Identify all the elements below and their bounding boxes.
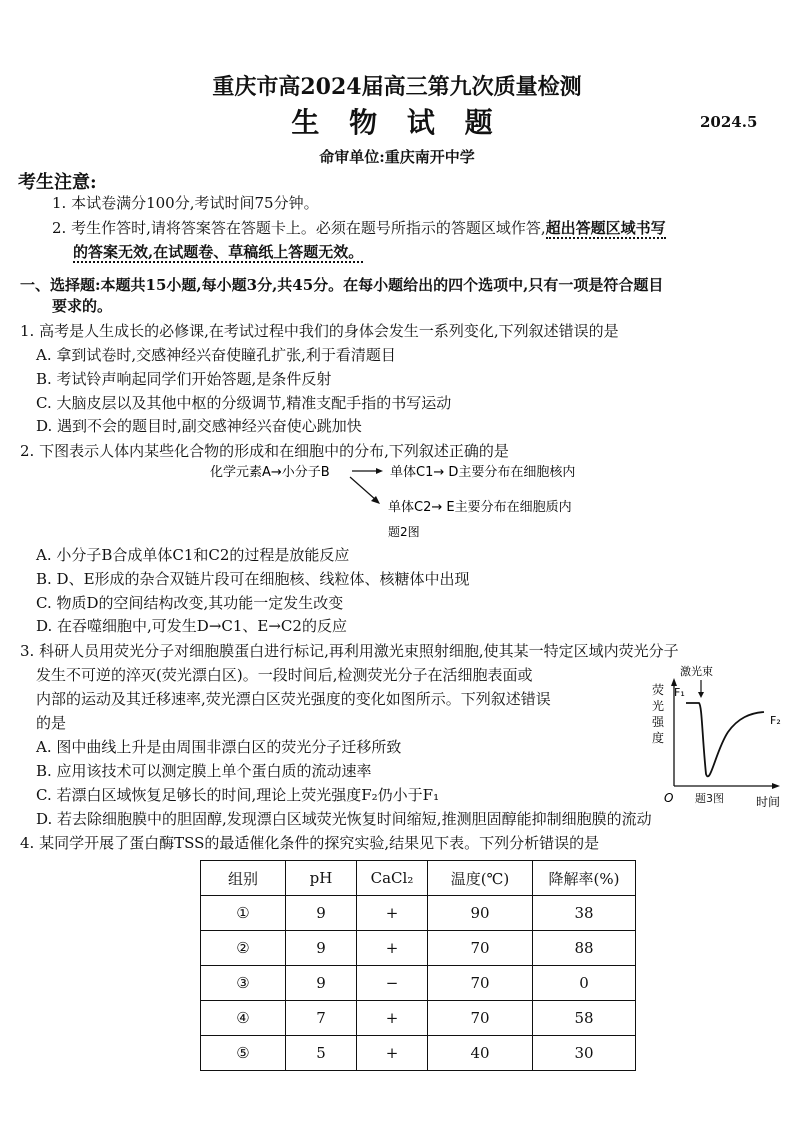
table-cell: 38 [533, 896, 636, 931]
q2-arrowhead-top [376, 468, 383, 474]
table-cell: + [357, 896, 428, 931]
q1-option-d: D. 遇到不会的题目时,副交感神经兴奋使心跳加快 [36, 417, 362, 435]
subject-title: 生 物 试 题 [291, 106, 503, 139]
section1-line2: 要求的。 [52, 297, 113, 315]
q2-option-b: B. D、E形成的杂合双链片段可在细胞核、线粒体、核糖体中出现 [36, 570, 470, 588]
q3-f2-label: F₂ [770, 714, 781, 727]
notice-item-2-text: 2. 考生作答时,请将答案答在答题卡上。必须在题号所指示的答题区域作答, [52, 219, 546, 237]
table-cell: 7 [286, 1001, 357, 1036]
notice-item-2 [52, 218, 666, 238]
table-row [201, 1001, 636, 1036]
q4-header-rate: 降解率(%) [533, 861, 636, 896]
q3-curve [686, 703, 764, 776]
q3-x-arrowhead [772, 783, 780, 789]
table-cell: 40 [428, 1036, 533, 1071]
table-cell: ③ [201, 966, 286, 1001]
q4-stem: 4. 某同学开展了蛋白酶TSS的最适催化条件的探究实验,结果见下表。下列分析错误的是 [20, 834, 600, 852]
notice-item-2-cont [73, 242, 363, 262]
table-cell: 9 [286, 966, 357, 1001]
q2-option-c: C. 物质D的空间结构改变,其功能一定发生改变 [36, 594, 344, 612]
q3-option-a: A. 图中曲线上升是由周围非漂白区的荧光分子迁移所致 [36, 738, 402, 756]
table-cell: + [357, 1001, 428, 1036]
notice-emphasis: 超出答题区域书写 [545, 219, 666, 237]
q3-ylabel-3: 强 [652, 715, 665, 729]
notice-item-1: 1. 本试卷满分100分,考试时间75分钟。 [52, 194, 319, 212]
q2-stem: 2. 下图表示人体内某些化合物的形成和在细胞中的分布,下列叙述正确的是 [20, 442, 509, 460]
q3-option-d: D. 若去除细胞膜中的胆固醇,发现漂白区域荧光恢复时间缩短,推测胆固醇能抑制细胞膜的流动 [36, 810, 652, 828]
q2-diagram-top: 单体C1→ D主要分布在细胞核内 [390, 465, 576, 480]
q3-stem-3: 内部的运动及其迁移速率,荧光漂白区荧光强度的变化如图所示。下列叙述错误 [36, 690, 551, 708]
table-cell: ⑤ [201, 1036, 286, 1071]
table-cell: − [357, 966, 428, 1001]
q3-stem-2: 发生不可逆的淬灭(荧光漂白区)。一段时间后,检测荧光分子在活细胞表面或 [36, 666, 533, 684]
table-cell: 0 [533, 966, 636, 1001]
q3-xlabel: 时间 [756, 795, 781, 809]
q2-caption: 题2图 [388, 525, 420, 539]
q4-table [200, 860, 636, 1071]
table-cell: 9 [286, 931, 357, 966]
q3-option-c: C. 若漂白区域恢复足够长的时间,理论上荧光强度F₂仍小于F₁ [36, 786, 440, 804]
table-cell: 90 [428, 896, 533, 931]
q2-option-a: A. 小分子B合成单体C1和C2的过程是放能反应 [36, 546, 350, 564]
q3-laser-label: 激光束 [680, 665, 713, 678]
table-cell: 58 [533, 1001, 636, 1036]
q4-header-temp: 温度(℃) [428, 861, 533, 896]
q3-ylabel-2: 光 [652, 699, 665, 713]
table-cell: 30 [533, 1036, 636, 1071]
q3-f1-label: F₁ [674, 686, 685, 699]
q2-option-d: D. 在吞噬细胞中,可发生D→C1、E→C2的反应 [36, 617, 347, 635]
table-row [201, 896, 636, 931]
table-cell: 9 [286, 896, 357, 931]
q3-stem-4: 的是 [36, 714, 67, 732]
table-cell: 5 [286, 1036, 357, 1071]
q2-arrow-diag [350, 477, 376, 500]
q3-origin: O [664, 791, 674, 805]
section1-line1: 一、选择题:本题共15小题,每小题3分,共45分。在每小题给出的四个选项中,只有一项是符合题目 [20, 276, 664, 294]
table-cell: ④ [201, 1001, 286, 1036]
table-cell: ① [201, 896, 286, 931]
q4-header-ph: pH [286, 861, 357, 896]
q3-option-b: B. 应用该技术可以测定膜上单个蛋白质的流动速率 [36, 762, 372, 780]
q2-diagram [200, 460, 620, 542]
exam-title: 重庆市高2024届高三第九次质量检测 [212, 74, 582, 100]
exam-date: 2024.5 [700, 113, 758, 131]
table-cell: ② [201, 931, 286, 966]
table-row [201, 931, 636, 966]
q1-option-b: B. 考试铃声响起同学们开始答题,是条件反射 [36, 370, 332, 388]
q1-stem: 1. 高考是人生成长的必修课,在考试过程中我们的身体会发生一系列变化,下列叙述错误的是 [20, 322, 619, 340]
q4-header-group: 组别 [201, 861, 286, 896]
q1-option-a: A. 拿到试卷时,交感神经兴奋使瞳孔扩张,利于看清题目 [36, 346, 396, 364]
notice-item-2-cont-text: 的答案无效,在试题卷、草稿纸上答题无效。 [73, 243, 364, 261]
notice-heading: 考生注意: [18, 172, 97, 193]
q2-diagram-bottom: 单体C2→ E主要分布在细胞质内 [388, 500, 572, 515]
q1-option-c: C. 大脑皮层以及其他中枢的分级调节,精准支配手指的书写运动 [36, 394, 452, 412]
q3-stem-1: 3. 科研人员用荧光分子对细胞膜蛋白进行标记,再利用激光束照射细胞,使其某一特定区域内荧光分子 [20, 642, 679, 660]
q4-header-cacl2: CaCl₂ [357, 861, 428, 896]
setter-line: 命审单位:重庆南开中学 [319, 148, 475, 166]
q3-ylabel-4: 度 [652, 731, 665, 745]
table-cell: 70 [428, 966, 533, 1001]
q3-laser-arrowhead [698, 692, 704, 698]
table-row [201, 966, 636, 1001]
table-cell: 70 [428, 1001, 533, 1036]
q3-ylabel-1: 荧 [652, 683, 665, 697]
q3-y-arrowhead [671, 678, 677, 686]
q3-caption: 题3图 [695, 792, 724, 805]
table-cell: 70 [428, 931, 533, 966]
q4-table-header [201, 861, 636, 896]
q2-diagram-left: 化学元素A→小分子B [210, 465, 330, 480]
table-cell: + [357, 931, 428, 966]
table-cell: 88 [533, 931, 636, 966]
table-row [201, 1036, 636, 1071]
table-cell: + [357, 1036, 428, 1071]
